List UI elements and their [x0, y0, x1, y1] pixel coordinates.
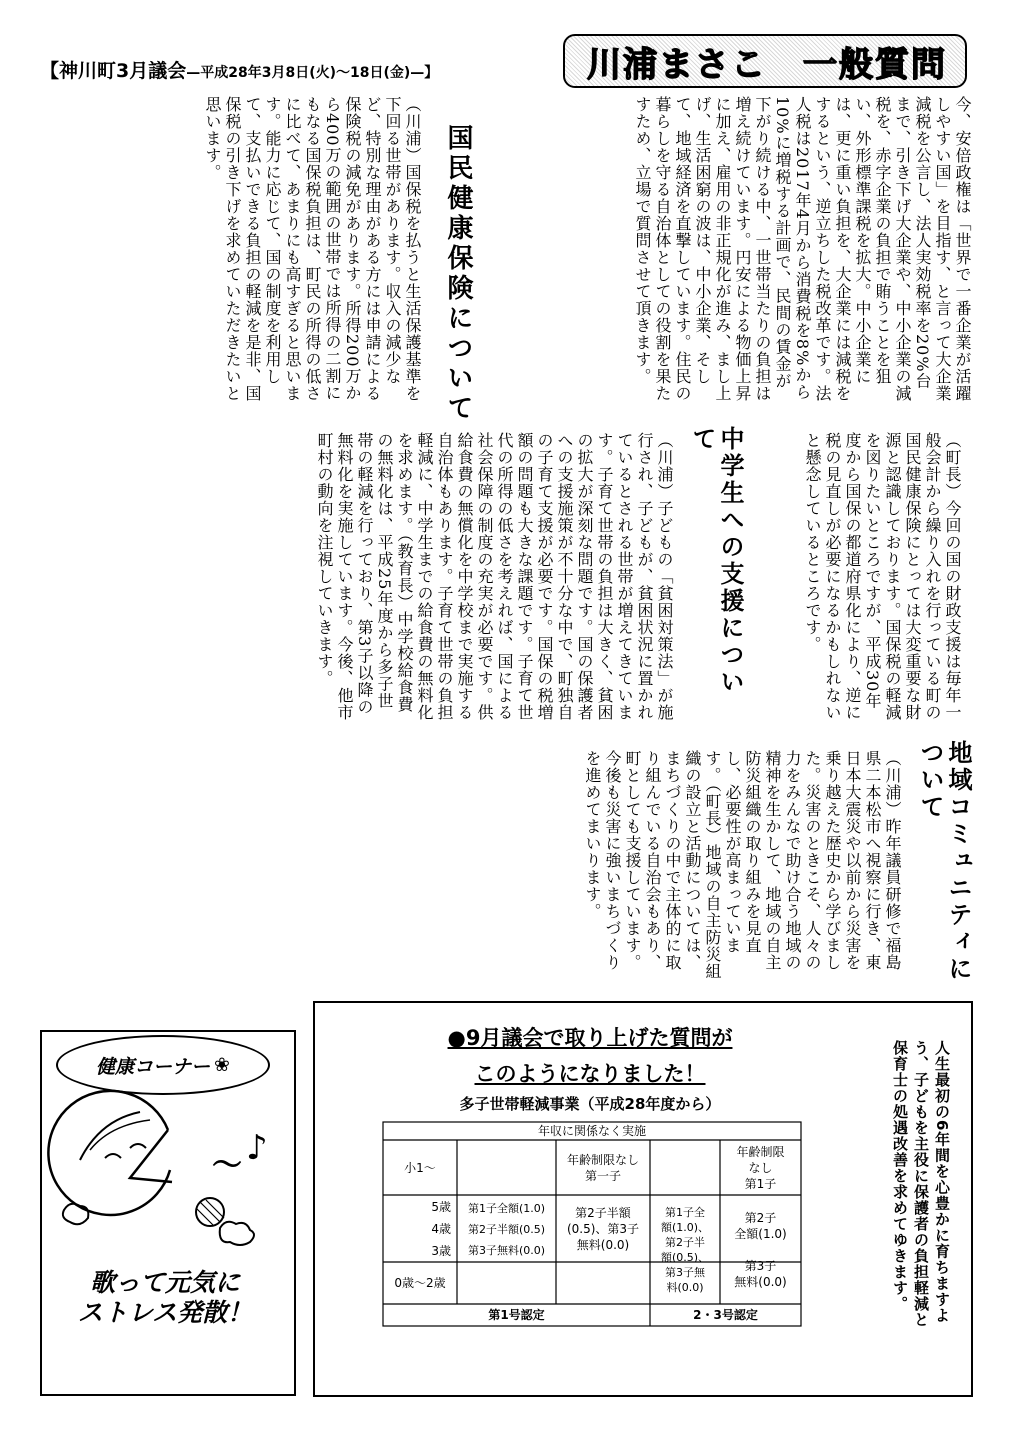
- header-left-main: 【神川町3月議会: [40, 60, 187, 82]
- table-row-label: 4歳: [431, 1222, 451, 1236]
- flower-icon: ❀: [214, 1054, 230, 1076]
- nhi-answer-speaker: （町長）: [943, 432, 962, 500]
- intro-text: 今、安倍政権は「世界で一番企業が活躍しやすい国」を目指す、と言って大企業減税を公言し、法人実効税率を20%台まで、引き下げ大企業や、中小企業の減税を、赤字企業の負担で賄うことを狙い、外形標準課税を拡大。中小企業には、更に重い負担を、大企業には減税をするという、逆立ちした税改革です。法人税は2017年4月から消費税を8%から10%に増税する計画で、民間の賃金が下がり続ける中、一世帯当たりの負担は増え続けています。円安による物価上昇に加え、雇用の非正規化が進み、まし上げ、生活困窮の波は、中小企業、そして、地域経済を直撃しています。住民の暮らしを守る自治体としての役割を果たすため、立場で質問させて頂きます。: [633, 96, 972, 402]
- september-side-note: 人生最初の6年間を心豊かに育ちますよう、子どもを主役に保護者の負担軽減と保育士の処遇改善を求めてゆきます。: [891, 1040, 951, 1328]
- table-footer-left: 第1号認定: [488, 1308, 545, 1322]
- table-row-label: 5歳: [431, 1200, 451, 1214]
- table-col-age-header: 小1～: [404, 1160, 436, 1175]
- school-question-text: 子どもの「貧困対策法」が施行され、子どもが、貧困状況に置かれているとされる世帯が増えてきています。子育て世帯の負担は大きく、貧困の拡大が深刻な問題です。国の保護者への支援施策が不十分な中で、町独自の子育て支援が必要です。国保の税増額の問題も大きな課題です。子育て世代の所得の低さを考えれば、国による社会保障の制度の充実が必要です。供給食費の無償化を中学校まで実施する自治体もあります。子育て世帯の負担軽減に、中学生までの給食費の無料化を求めます。: [395, 432, 674, 721]
- table-col-no-limit-header: 年齢制限なし 第一子: [566, 1152, 639, 1183]
- school-answer-text: 中学校給食費の無料化は、平成25年度から多子世帯の軽減を行っており、第3子以降の無料化を実施しています。今後、他市町村の動向を注視していきます。: [315, 432, 414, 721]
- table-row-label: 0歳～2歳: [394, 1276, 446, 1290]
- health-message-line2: ストレス発散！: [77, 1298, 253, 1327]
- school-answer-speaker: （教育長）: [395, 534, 414, 611]
- table-cell-fourth-rates: 第2子 全額(1.0) 第3子 無料(0.0): [734, 1211, 787, 1289]
- nhi-question-speaker: （川浦）: [403, 96, 422, 164]
- community-heading: 地域コミュニティについて: [916, 740, 972, 983]
- table-cell-second-rates: 第2子半額 (0.5)、第3子 無料(0.0): [566, 1206, 640, 1252]
- table-cell-first-rates: 第1子全額(1.0) 第2子半額(0.5) 第3子無料(0.0): [467, 1201, 546, 1257]
- health-message-line1: 歌って元気に: [89, 1268, 240, 1297]
- tilde-mark: ～: [212, 1148, 242, 1183]
- nhi-heading: 国民健康保険について: [443, 124, 473, 424]
- september-title-line2: このようになりました！: [474, 1062, 706, 1086]
- september-title-line1: ●9月議会で取り上げた質問が: [447, 1026, 733, 1050]
- table-row-label: 3歳: [431, 1244, 451, 1258]
- header-left-sub: —平成28年3月8日(火)～18日(金)—】: [186, 65, 439, 81]
- table-caption: 多子世帯軽減事業（平成28年度から）: [459, 1095, 721, 1113]
- table-col-age-limit-header: 年齢制限 なし 第1子: [736, 1144, 785, 1191]
- header-right-title: 川浦まさこ 一般質問: [587, 44, 947, 85]
- nhi-answer-text: 今回の国の財政支援は毎年一般会計から繰り入れを行っている町の国民健康保険にとっては大変重要な財源と認識しております。国保税の軽減を図りたいところですが、平成30年度から国保の都道府県化により、逆に税の見直しが必要になるかもしれないと懸念しているところです。: [803, 432, 962, 721]
- table-top-header: 年収に関係なく実施: [537, 1124, 646, 1138]
- health-title-text: 健康コーナー: [96, 1055, 211, 1078]
- school-heading: 中学生への支援について: [688, 426, 744, 696]
- school-question-speaker: （川浦）: [655, 432, 674, 500]
- music-note-icon: ♪: [246, 1128, 268, 1168]
- community-answer-speaker: （町長）: [703, 784, 722, 844]
- nhi-question-text: 国保税を払うと生活保護基準を下回る世帯があります。収入の減少など、特別な理由がある方には申請による保険税の減免があります。所得200万から400万の範囲の世帯では所得の二割にもなる国保税負担は、町民の所得の低さに比べて、あまりにも高すぎると思います。能力に応じて、国の制度を利用して、支払いできる負担の軽減を是非、国保税の引き下げを求めていただきたいと思います。: [203, 96, 422, 402]
- table-footer-right: 2・3号認定: [693, 1308, 758, 1322]
- community-question-speaker: （川浦）: [883, 750, 902, 818]
- community-answer-text: 地域の自主防災組織の設立と活動については、まちづくりの中で主体的に取り組んでいる自治会もあり、町としても支援しています。今後も災害に強いまちづくりを進めてまいります。: [583, 750, 722, 980]
- table-cell-third-rates: 第1子全 額(1.0)、 第2子半 額(0.5)、 第3子無 料(0.0): [660, 1206, 710, 1294]
- community-question-text: 昨年議員研修で福島県二本松市へ視察に行き、東日本大震災や以前から災害を乗り越えた歴史から学びました。災害のときこそ、人々の力をみんなで助け合う地域の精神を生かして、地域の自主防災組織の取り組みを見直し、必要性が高まっています。: [703, 750, 902, 971]
